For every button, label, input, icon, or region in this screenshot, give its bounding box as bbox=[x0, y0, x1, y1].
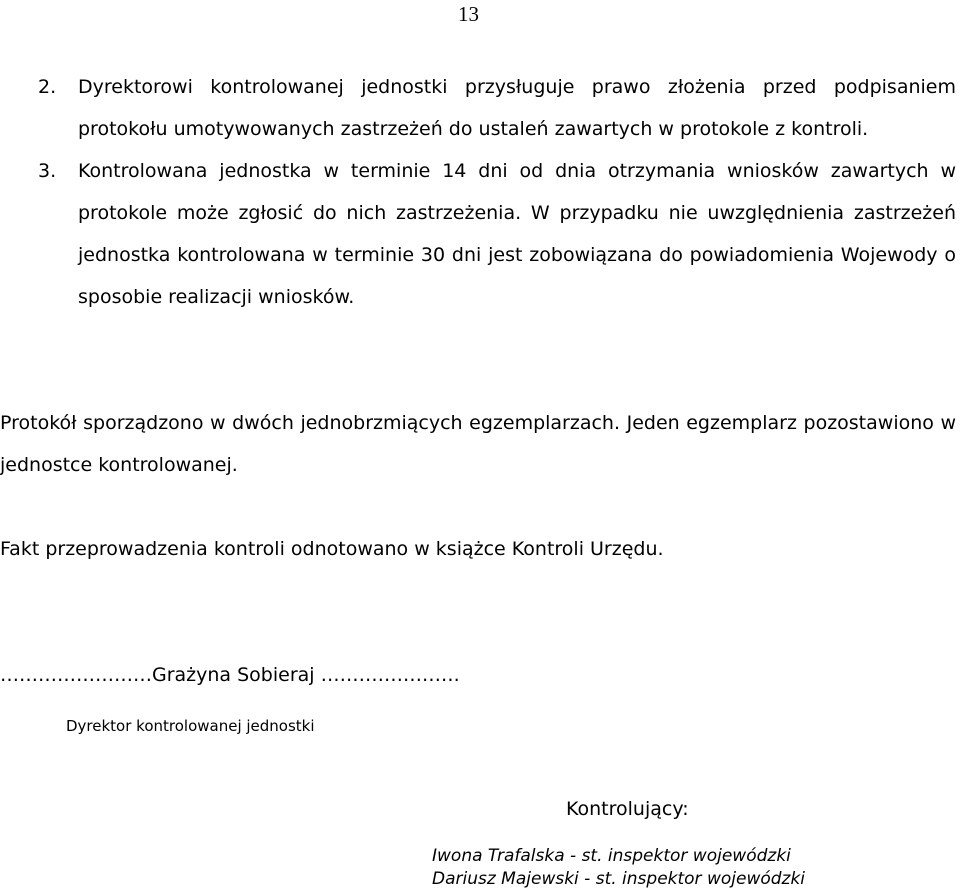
controller-name: Dariusz Majewski - st. inspektor wojewódzki bbox=[432, 869, 806, 889]
list-item bbox=[38, 150, 956, 318]
numbered-list bbox=[38, 66, 956, 318]
list-item-text: Dyrektorowi kontrolowanej jednostki przysługuje prawo złożenia przed podpisaniem protokołu umotywowanych zastrzeżeń do ustaleń zawartych w protokole z kontroli. bbox=[78, 76, 956, 140]
director-signature-line: ……………………Grażyna Sobieraj …………………. bbox=[0, 664, 460, 686]
page-number: 13 bbox=[458, 2, 479, 26]
list-item-number: 2. bbox=[38, 76, 57, 98]
director-role-caption: Dyrektor kontrolowanej jednostki bbox=[66, 717, 315, 735]
controllers-label: Kontrolujący: bbox=[566, 798, 689, 820]
registry-paragraph: Fakt przeprowadzenia kontroli odnotowano w książce Kontroli Urzędu. bbox=[0, 538, 664, 560]
list-item-text: Kontrolowana jednostka w terminie 14 dni od dnia otrzymania wniosków zawartych w protokole może zgłosić do nich zastrzeżenia. W przypadku nie uwzględnienia zastrzeżeń jednostka kontrolowana w terminie 30 dni jest zobowiązana do powiadomienia Wojewody o sposobie realizacji wniosków. bbox=[78, 160, 956, 308]
controller-name: Iwona Trafalska - st. inspektor wojewódzki bbox=[432, 846, 791, 866]
list-item-number: 3. bbox=[38, 160, 57, 182]
copies-paragraph: Protokół sporządzono w dwóch jednobrzmiących egzemplarzach. Jeden egzemplarz pozostawiono w jednostce kontrolowanej. bbox=[0, 412, 956, 476]
list-item bbox=[38, 66, 956, 150]
